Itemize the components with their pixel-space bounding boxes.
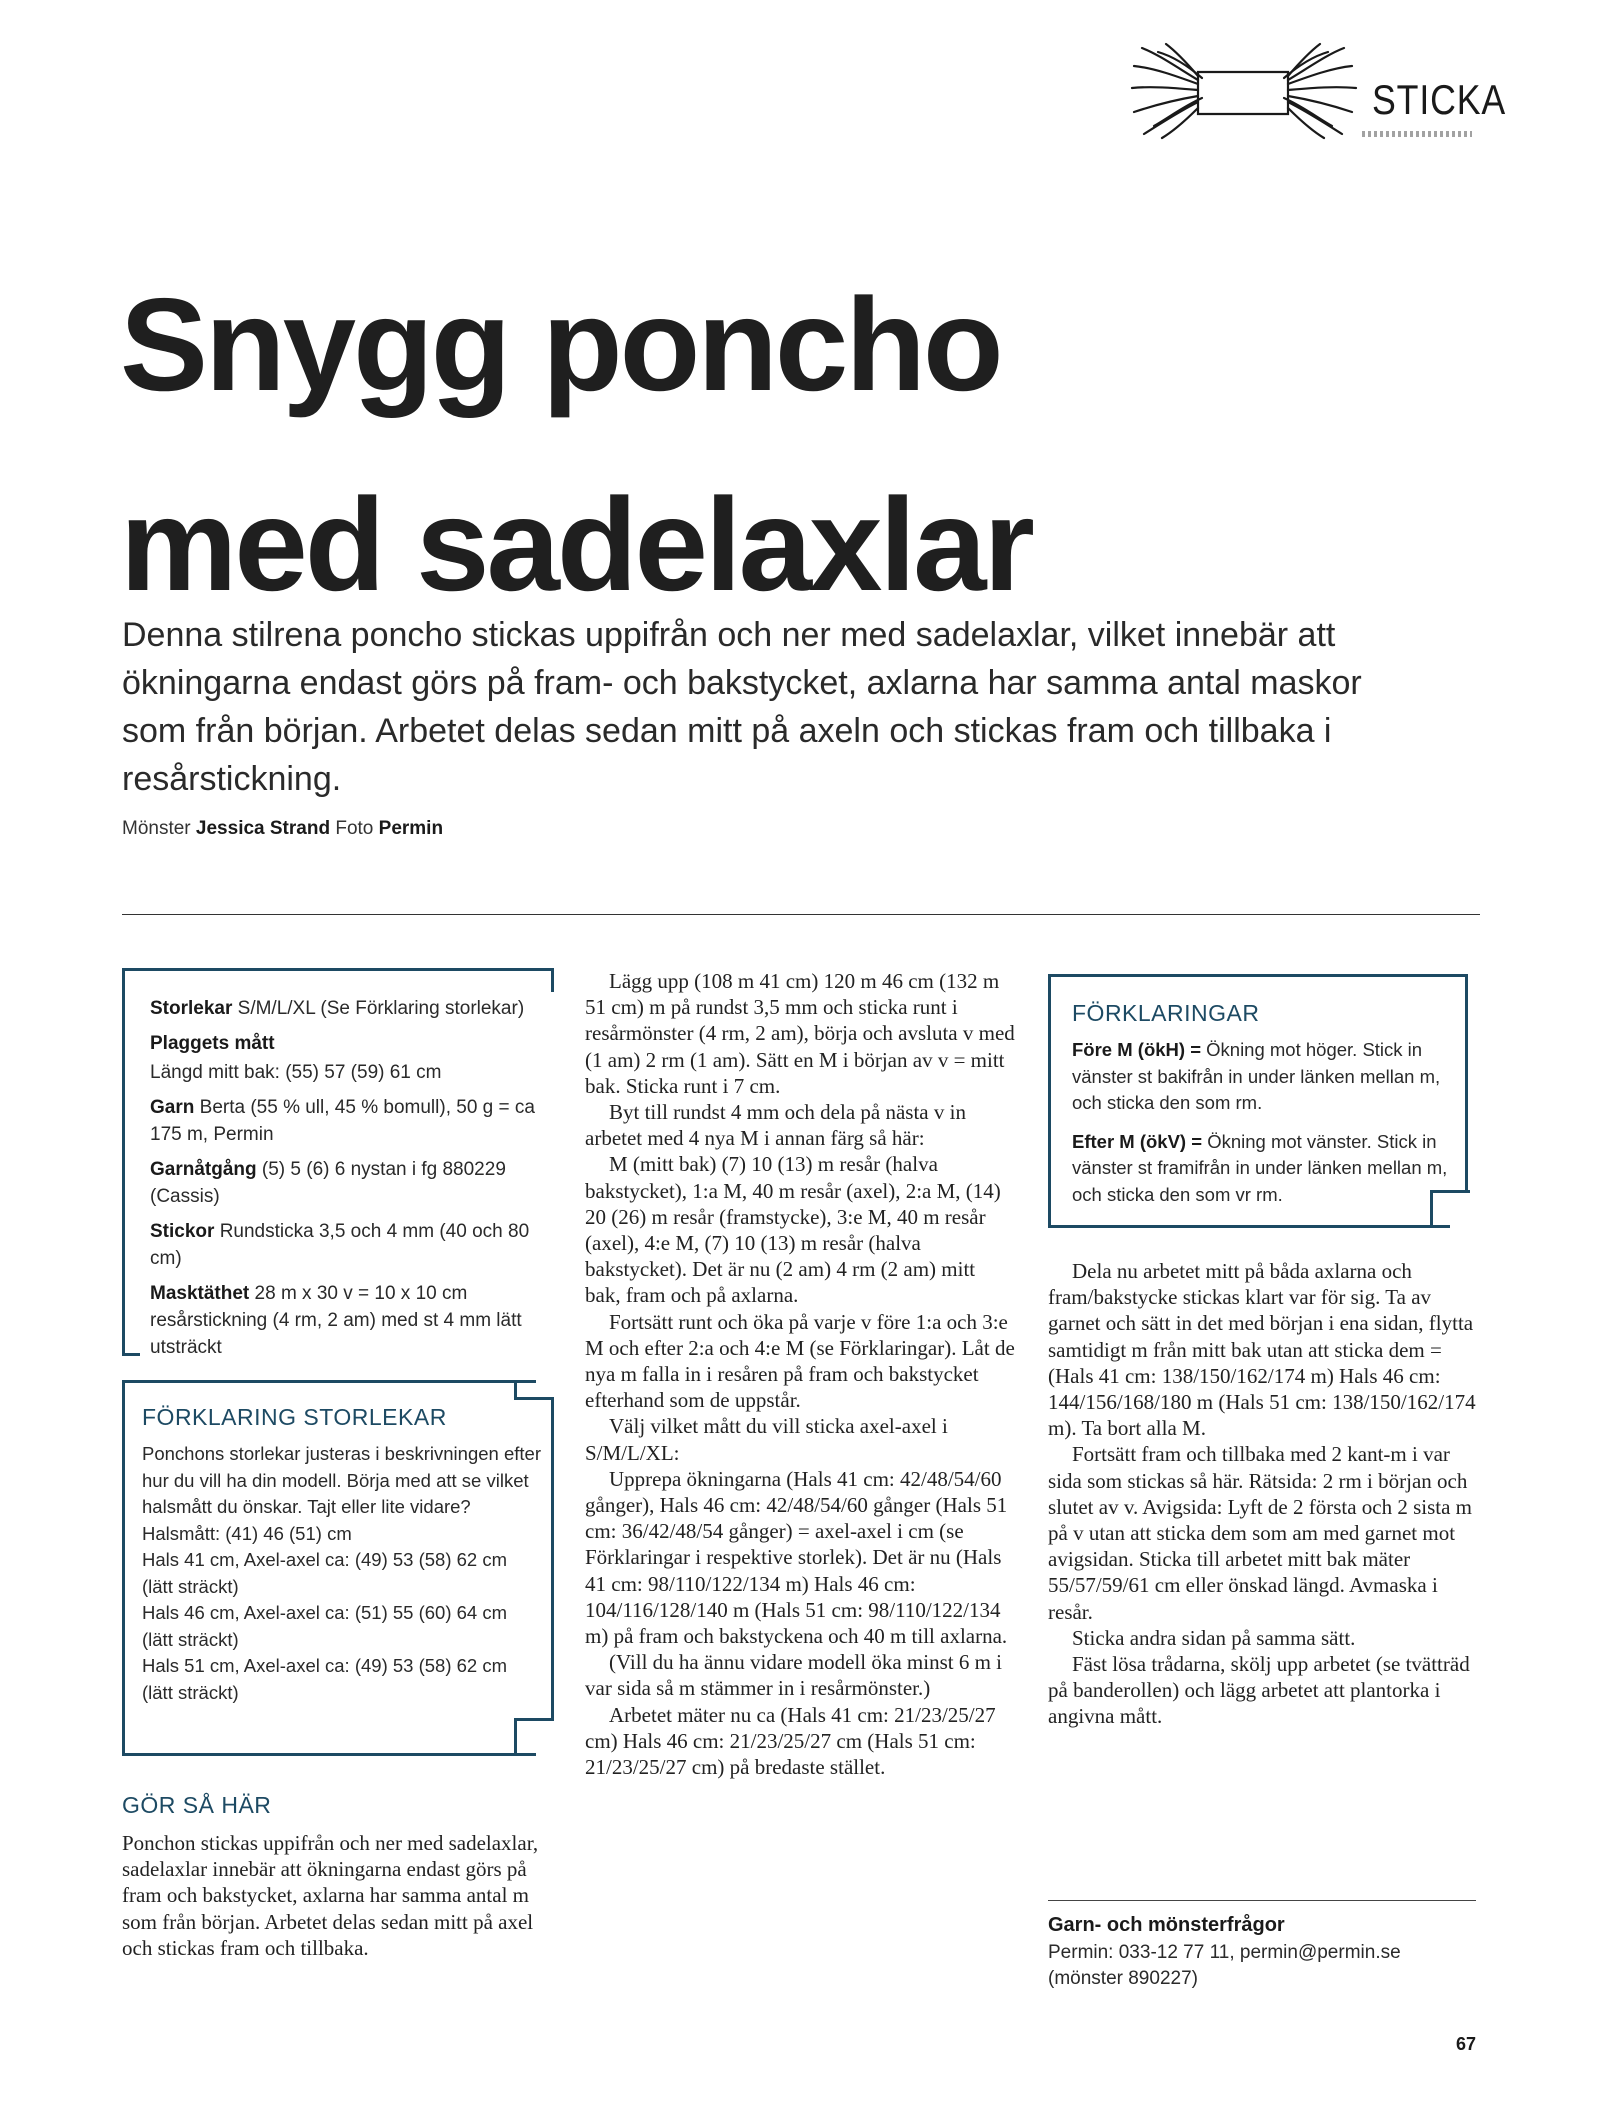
spec-plagg-value: Längd mitt bak: (55) 57 (59) 61 cm [150,1062,442,1083]
credits [122,818,443,840]
paragraph: Lägg upp (108 m 41 cm) 120 m 46 cm (132 m 51 cm) m på rundst 3,5 mm och sticka runt i resårmönster (4 rm, 2 am), börja och avsluta v med (1 am) 2 rm (1 am). Sätt en M i början av v = mitt bak. Sticka runt i 7 cm. [585,969,1015,1098]
pattern-author: Jessica Strand [195,818,331,839]
title-line-1: Snygg poncho [120,271,1001,418]
spec-list [150,995,550,1369]
sizes-hals46: Hals 46 cm, Axel-axel ca: (51) 55 (60) 64 cm (lätt sträckt) [142,1602,508,1650]
spec-storlekar: Storlekar S/M/L/XL (Se Förklaring storlekar) [150,998,525,1019]
pattern-label: Mönster [122,818,191,839]
instructions-intro [122,1830,546,1961]
paragraph: Dela nu arbetet mitt på båda axlarna och fram/bakstycke stickas klart var för sig. Ta av garnet och sätt in det med början i ena sidan, flytta samtidigt m från mitt bak utan att sticka dem = (Hals 41 cm: 138/150/162/174 m) Hals 46 cm: 144/156/168/180 m (Hals 51 cm: 138/150/162/174 m). Ta bort alla M. [1048,1259,1476,1441]
yarn-skein-icon [1128,40,1360,140]
spec-garnatgang: Garnåtgång (5) 5 (6) 6 nystan i fg 880229 (Cassis) [150,1159,506,1207]
sizes-hals51: Hals 51 cm, Axel-axel ca: (49) 53 (58) 62 cm (lätt sträckt) [142,1655,508,1703]
paragraph: Sticka andra sidan på samma sätt. [1072,1625,1356,1650]
paragraph: Byt till rundst 4 mm och dela på nästa v in arbetet med 4 nya M i annan färg så här: [585,1100,966,1151]
paragraph: Upprepa ökningarna (Hals 41 cm: 42/48/54/60 gånger), Hals 46 cm: 42/48/54/60 gånger (Hals 51 cm: 36/42/48/54 gånger) = axel-axel i cm (se Förklaringar i respektive storlek). Det är nu (Hals 41 cm: 98/110/122/134 m) Hals 46 cm: 104/116/128/140 m (Hals 51 cm: 98/110/122/134 m) på fram och bakstyckena och 40 m till axlarna. [585,1466,1008,1649]
section-tag: STICKA [1372,76,1507,123]
abbrev-fore: Före M (ökH) = Ökning mot höger. Stick in vänster st bakifrån in under länken mellan m, och sticka den som rm. [1072,1039,1441,1113]
spec-plagg: Plaggets mått [150,1033,275,1054]
sizes-box-content [142,1404,542,1706]
section-tag-underline [1362,131,1472,137]
abbreviations-box-content [1072,1000,1458,1220]
sizes-box-notch-line [514,1718,554,1721]
title-line-2: med sadelaxlar [120,471,1032,618]
spec-garn: Garn Berta (55 % ull, 45 % bomull), 50 g = ca 175 m, Permin [150,1097,535,1145]
pattern-column-2 [585,968,1015,1780]
spec-stickor: Stickor Rundsticka 3,5 och 4 mm (40 och 80 cm) [150,1221,530,1269]
spec-masktathet: Masktäthet 28 m x 30 v = 10 x 10 cm resårstickning (4 rm, 2 am) med st 4 mm lätt utsträckt [150,1283,522,1358]
pattern-number: (mönster 890227) [1048,1968,1198,1989]
abbreviations-heading: FÖRKLARINGAR [1072,1000,1260,1026]
paragraph: Fortsätt fram och tillbaka med 2 kant-m i var sida som stickas så här. Rätsida: 2 rm i början och slutet av v. Avigsida: Lyft de 2 första och 2 sista m på v utan att sticka dem som am med garnet mot avigsidan. Sticka till arbetet mitt bak mäter 55/57/59/61 cm eller önskad längd. Avmaska i resår. [1048,1442,1473,1624]
paragraph: Fäst lösa trådarna, skölj upp arbetet (se tvätträd på banderollen) och lägg arbetet att plantorka i angivna mått. [1048,1652,1470,1729]
paragraph: Fortsätt runt och öka på varje v före 1:a och 3:e M och efter 2:a och 4:e M (se Förklaringar). Låt de nya m falla in i resåren på fram och bakstycket efterhand som de uppstår. [585,1309,1015,1413]
contact-line: Permin: 033-12 77 11, permin@permin.se [1048,1942,1401,1963]
sizes-hals41: Hals 41 cm, Axel-axel ca: (49) 53 (58) 62 cm (lätt sträckt) [142,1549,508,1597]
sizes-box-notch-line [514,1718,517,1756]
paragraph: Ponchon stickas uppifrån och ner med sadelaxlar, sadelaxlar innebär att ökningarna endast görs på fram och bakstycket, axlarna har samma antal m som från början. Arbetet delas sedan mitt på axel och stickas fram och tillbaka. [122,1831,539,1960]
paragraph: Välj vilket mått du vill sticka axel-axel i S/M/L/XL: [585,1414,948,1465]
sizes-heading: FÖRKLARING STORLEKAR [142,1404,447,1430]
sizes-intro: Ponchons storlekar justeras i beskrivningen efter hur du vill ha din modell. Börja med att se vilket halsmått du önskar. Tajt eller lite vidare? [142,1443,541,1517]
contact-divider [1048,1900,1476,1901]
pattern-column-3 [1048,1258,1478,1730]
photo-label: Foto [335,818,374,839]
paragraph: (Vill du ha ännu vidare modell öka minst 6 m i var sida så m stämmer in i resårmönster.) [585,1650,1003,1701]
lead-paragraph: Denna stilrena poncho stickas uppifrån och ner med sadelaxlar, vilket innebär att ökningarna endast görs på fram- och bakstycket, axlarna har samma antal maskor som från början. Arbetet delas sedan mitt på axeln och stickas fram och tillbaka i resårstickning. [122,616,1362,798]
spec-box-frame-corner [551,968,554,992]
contact-block [1048,1912,1478,1992]
photo-credit: Permin [378,818,444,839]
page-number: 67 [1456,2034,1477,2054]
sizes-box-notch-bottom [536,1718,556,1758]
sizes-box-notch-line [514,1397,554,1400]
section-divider [122,914,1480,915]
contact-heading: Garn- och mönsterfrågor [1048,1914,1285,1936]
paragraph: Arbetet mäter nu ca (Hals 41 cm: 21/23/25/27 cm) Hals 46 cm: 21/23/25/27 cm (Hals 51 cm: 21/23/25/27 cm) på bredaste stället. [585,1702,996,1780]
sizes-halsmatt: Halsmått: (41) 46 (51) cm [142,1522,352,1544]
abbrev-efter: Efter M (ökV) = Ökning mot vänster. Stick in vänster st framifrån in under länken mellan m, och sticka den som vr rm. [1072,1130,1448,1205]
spec-box-frame-tick [122,1353,140,1356]
paragraph: M (mitt bak) (7) 10 (13) m resår (halva bakstycket), 1:a M, 40 m resår (axel), 2:a M, (14) 20 (26) m resår (framstycke), 3:e M, 40 m resår (axel), 4:e M, (7) 10 (13) m resår (halva bakstycket). Det är nu (2 am) 4 rm (2 am) mitt bak, fram och på axlarna. [585,1152,1001,1308]
instructions-heading: GÖR SÅ HÄR [122,1792,272,1818]
article-title [120,245,1420,645]
